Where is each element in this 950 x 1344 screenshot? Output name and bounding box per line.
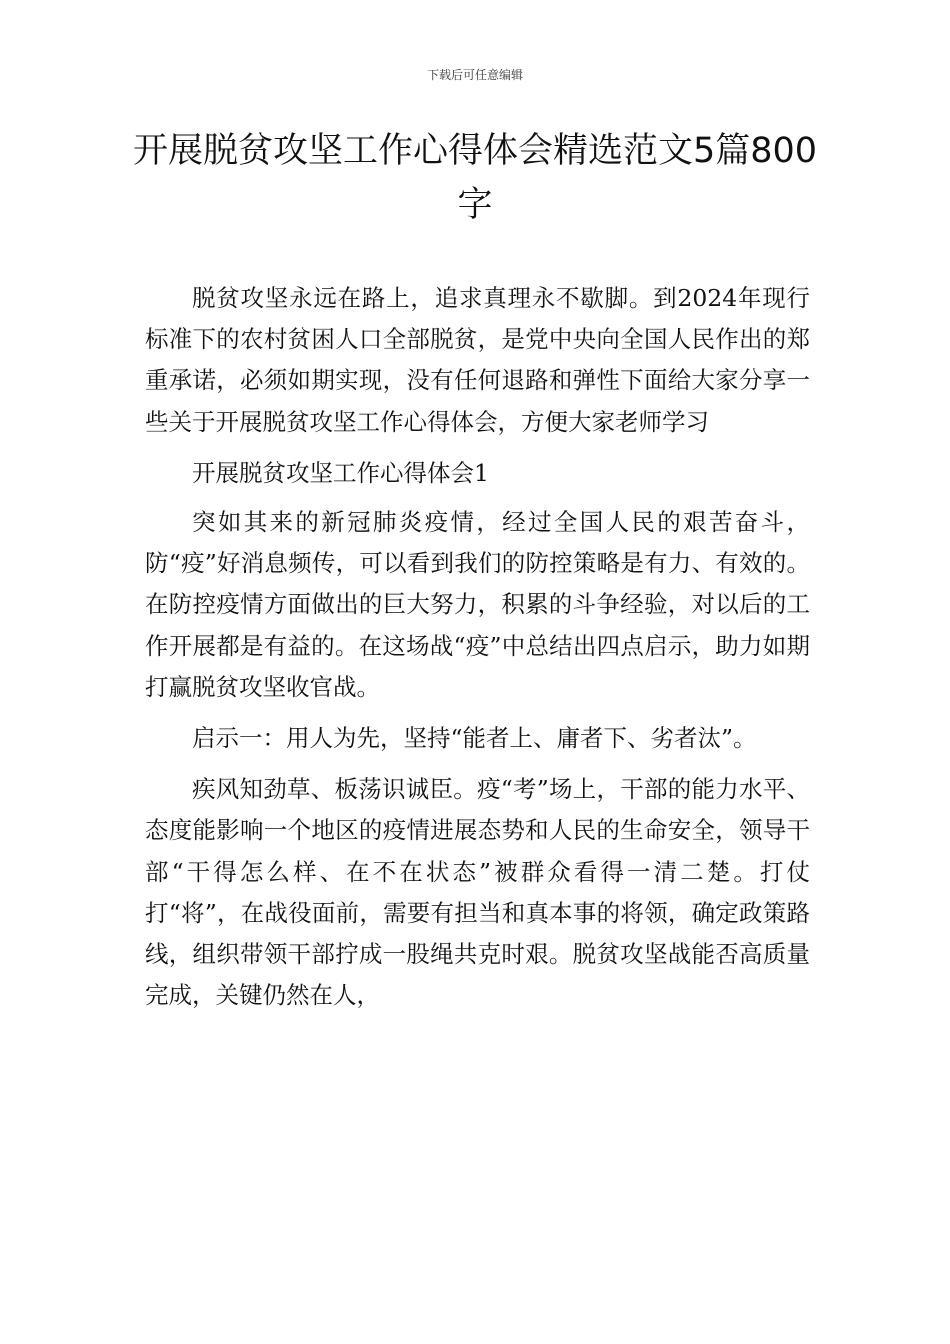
document-body [145, 278, 810, 1026]
insight-heading: 启示一：用人为先，坚持“能者上、庸者下、劣者汰”。 [192, 724, 757, 753]
document-title: 开展脱贫攻坚工作心得体会精选范文5篇800字 [132, 131, 818, 225]
body-paragraph: 疾风知劲草、板荡识诚臣。疫“考”场上，干部的能力水平、态度能影响一个地区的疫情进展态势和人民的生命安全，领导干部“干得怎么样、在不在状态”被群众看得一清二楚。打仗打“将”，在战役面前，需要有担当和真本事的将领，确定政策路线，组织带领干部拧成一股绳共克时艰。脱贫攻坚战能否高质量完成，关键仍然在人， [145, 775, 810, 1010]
body-paragraph: 突如其来的新冠肺炎疫情，经过全国人民的艰苦奋斗，防“疫”好消息频传，可以看到我们的防控策略是有力、有效的。在防控疫情方面做出的巨大努力，积累的斗争经验，对以后的工作开展都是有益的。在这场战“疫”中总结出四点启示，助力如期打赢脱贫攻坚收官战。 [145, 508, 810, 701]
intro-paragraph: 脱贫攻坚永远在路上，追求真理永不歇脚。到2024年现行标准下的农村贫困人口全部脱贫，是党中央向全国人民作出的郑重承诺，必须如期实现，没有任何退路和弹性下面给大家分享一些关于开展脱贫攻坚工作心得体会，方便大家老师学习 [145, 284, 810, 436]
section-heading: 开展脱贫攻坚工作心得体会1 [192, 458, 489, 487]
header-note: 下载后可任意编辑 [426, 68, 523, 82]
